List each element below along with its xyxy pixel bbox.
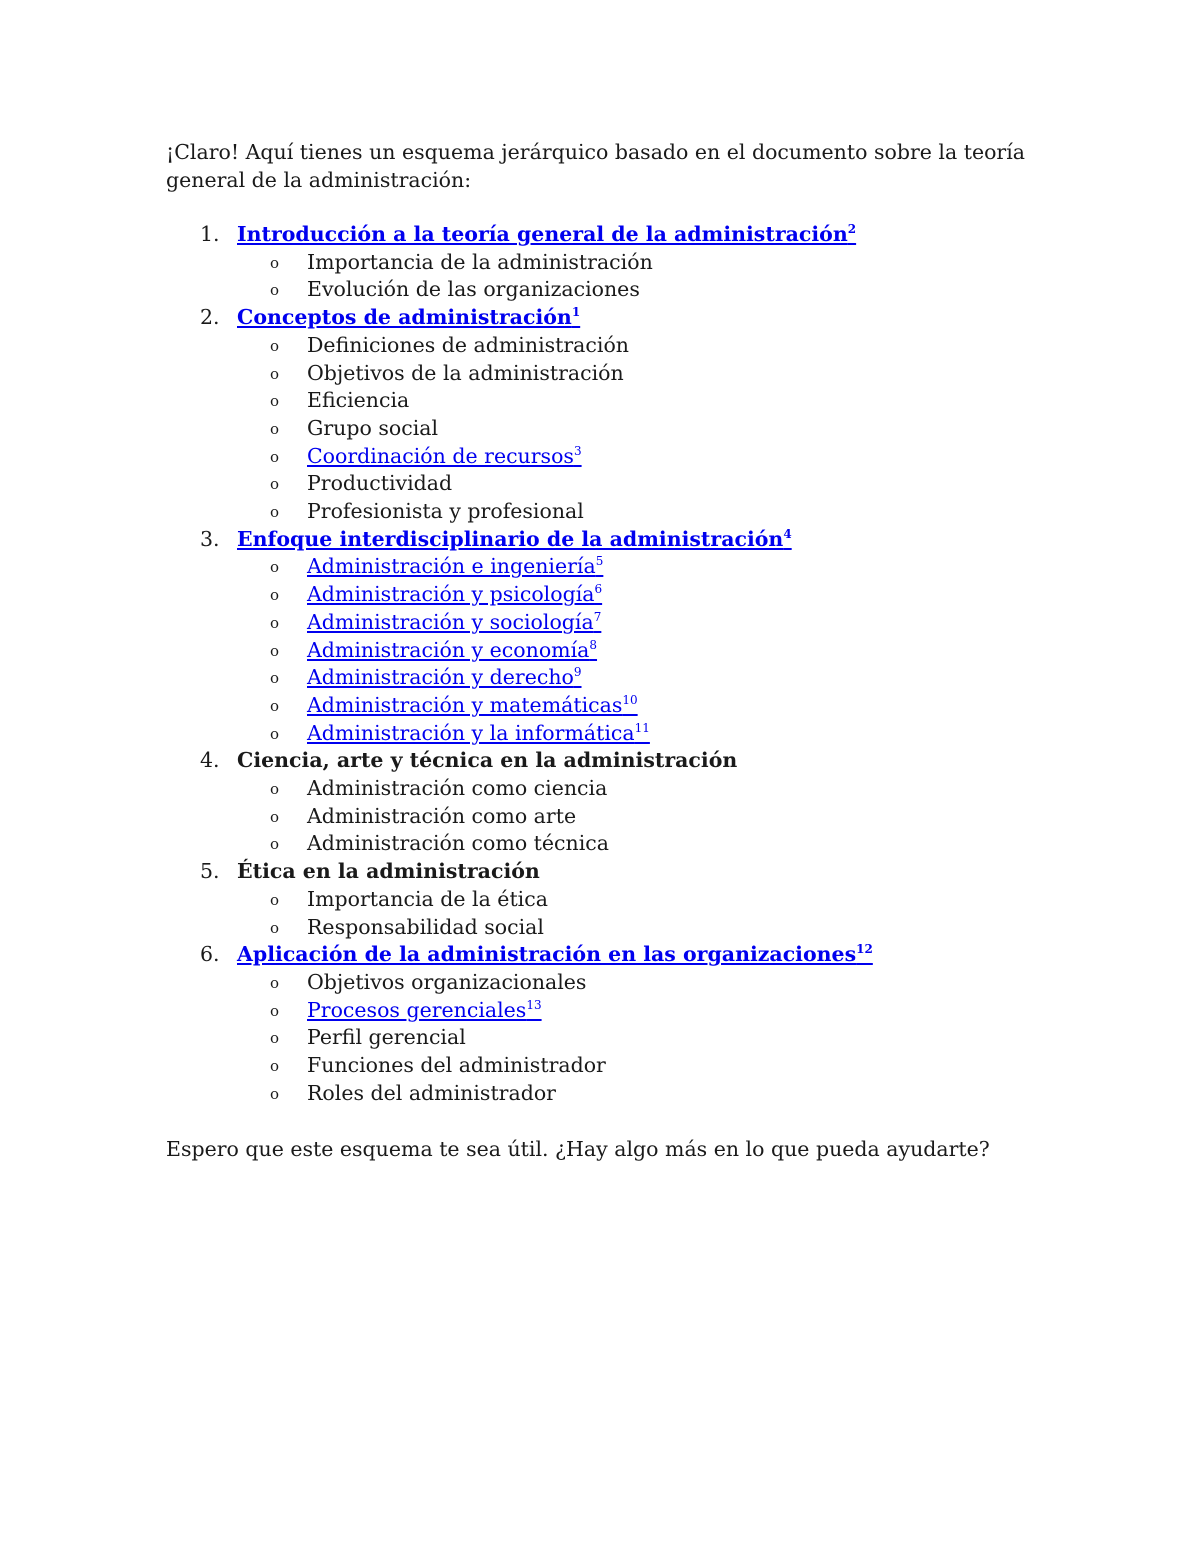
hollow-bullet-icon: o — [270, 1084, 280, 1103]
section-title: Introducción a la teoría general de la administración — [237, 222, 848, 246]
section-heading — [237, 748, 737, 772]
sub-item-label: Responsabilidad social — [307, 914, 544, 939]
section-heading-link[interactable] — [237, 222, 856, 246]
citation-ref: 13 — [526, 997, 542, 1012]
list-item — [166, 1024, 1066, 1052]
sub-item-label: Productividad — [307, 471, 453, 496]
hollow-bullet-icon: o — [270, 336, 280, 355]
sub-item-label: Eficiencia — [307, 388, 410, 413]
hollow-bullet-icon: o — [270, 558, 280, 577]
sub-item-list — [237, 775, 1066, 858]
sub-item-link[interactable] — [307, 998, 542, 1022]
section-title: Enfoque interdisciplinario de la administración — [237, 526, 784, 551]
citation-ref: 9 — [573, 665, 582, 680]
section-heading-link[interactable] — [237, 942, 873, 966]
section-number: 4. — [200, 748, 220, 773]
citation-ref: 3 — [573, 443, 582, 458]
sub-item-label: Funciones del administrador — [307, 1053, 606, 1078]
hollow-bullet-icon: o — [270, 475, 280, 494]
sub-item-label: Grupo social — [307, 415, 439, 440]
section-number: 6. — [200, 942, 220, 967]
sub-item-label: Administración y derecho — [307, 665, 574, 690]
sub-item-text — [307, 776, 607, 800]
outline-section — [166, 858, 1066, 941]
section-title: Conceptos de administración — [237, 305, 572, 330]
hollow-bullet-icon: o — [270, 918, 280, 937]
sub-item-link[interactable] — [307, 554, 603, 578]
sub-item-label: Roles del administrador — [307, 1080, 556, 1105]
sub-item-text — [307, 499, 584, 523]
list-item — [166, 664, 1066, 692]
outline-section — [166, 304, 1066, 526]
sub-item-text — [307, 250, 653, 274]
sub-item-label: Administración como ciencia — [307, 776, 608, 801]
hollow-bullet-icon: o — [270, 1057, 280, 1076]
sub-item-link[interactable] — [307, 638, 597, 662]
hollow-bullet-icon: o — [270, 890, 280, 909]
list-item — [166, 581, 1066, 609]
list-item — [166, 886, 1066, 914]
hollow-bullet-icon: o — [270, 807, 280, 826]
hollow-bullet-icon: o — [270, 1029, 280, 1048]
hollow-bullet-icon: o — [270, 835, 280, 854]
sub-item-label: Importancia de la administración — [307, 249, 653, 274]
list-item — [166, 553, 1066, 581]
list-item — [166, 720, 1066, 748]
list-item — [166, 692, 1066, 720]
sub-item-label: Evolución de las organizaciones — [307, 277, 640, 302]
sub-item-link[interactable] — [307, 665, 582, 689]
outline-section — [166, 941, 1066, 1107]
section-number: 5. — [200, 859, 220, 884]
list-item — [166, 498, 1066, 526]
sub-item-text — [307, 915, 544, 939]
list-item — [166, 470, 1066, 498]
closing-paragraph: Espero que este esquema te sea útil. ¿Hay algo más en lo que pueda ayudarte? — [166, 1137, 990, 1161]
citation-ref: 7 — [593, 609, 602, 624]
hollow-bullet-icon: o — [270, 392, 280, 411]
hollow-bullet-icon: o — [270, 364, 280, 383]
section-title: Ciencia, arte y técnica en la administración — [237, 748, 738, 773]
sub-item-label: Administración como técnica — [307, 831, 609, 856]
sub-item-label: Administración y economía — [307, 637, 590, 662]
list-item — [166, 415, 1066, 443]
hollow-bullet-icon: o — [270, 281, 280, 300]
sub-item-label: Perfil gerencial — [307, 1025, 466, 1050]
citation-ref: 1 — [571, 305, 581, 320]
section-title: Ética en la administración — [237, 859, 540, 884]
hollow-bullet-icon: o — [270, 586, 280, 605]
section-number: 1. — [200, 222, 220, 246]
list-item — [166, 1080, 1066, 1108]
hollow-bullet-icon: o — [270, 780, 280, 799]
sub-item-text — [307, 1025, 466, 1049]
hollow-bullet-icon: o — [270, 641, 280, 660]
sub-item-text — [307, 333, 629, 357]
outline-section — [166, 526, 1066, 748]
hollow-bullet-icon: o — [270, 503, 280, 522]
sub-item-label: Objetivos organizacionales — [307, 969, 587, 994]
sub-item-text — [307, 361, 624, 385]
sub-item-list — [237, 886, 1066, 941]
list-item — [166, 914, 1066, 942]
list-item — [166, 360, 1066, 388]
section-number: 2. — [200, 305, 220, 330]
list-item — [166, 387, 1066, 415]
sub-item-text — [307, 804, 576, 828]
citation-ref: 5 — [595, 554, 604, 569]
section-heading-link[interactable] — [237, 527, 792, 551]
list-item — [166, 997, 1066, 1025]
sub-item-text — [307, 831, 609, 855]
hollow-bullet-icon: o — [270, 447, 280, 466]
list-item — [166, 775, 1066, 803]
list-item — [166, 830, 1066, 858]
hollow-bullet-icon: o — [270, 253, 280, 272]
citation-ref: 10 — [622, 692, 638, 707]
list-item — [166, 609, 1066, 637]
sub-item-text — [307, 277, 640, 301]
citation-ref: 2 — [847, 222, 857, 236]
sub-item-label: Importancia de la ética — [307, 886, 548, 911]
citation-ref: 6 — [594, 582, 603, 597]
sub-item-link[interactable] — [307, 693, 638, 717]
sub-item-list — [237, 249, 1066, 304]
sub-item-text — [307, 416, 438, 440]
hollow-bullet-icon: o — [270, 419, 280, 438]
sub-item-label: Administración como arte — [307, 803, 577, 828]
sub-item-link[interactable] — [307, 610, 601, 634]
section-title: Aplicación de la administración en las organizaciones — [237, 942, 857, 967]
sub-item-label: Administración y psicología — [307, 582, 595, 607]
sub-item-link[interactable] — [307, 721, 650, 745]
sub-item-text — [307, 1053, 606, 1077]
section-heading-link[interactable] — [237, 305, 580, 329]
sub-item-text — [307, 388, 409, 412]
sub-item-list — [237, 969, 1066, 1108]
sub-item-text — [307, 471, 452, 495]
sub-item-label: Coordinación de recursos — [307, 443, 574, 468]
sub-item-label: Administración y matemáticas — [307, 692, 623, 717]
citation-ref: 4 — [783, 526, 792, 541]
hollow-bullet-icon: o — [270, 669, 280, 688]
sub-item-text — [307, 970, 586, 994]
sub-item-label: Administración y sociología — [307, 609, 594, 634]
list-item — [166, 249, 1066, 277]
list-item — [166, 1052, 1066, 1080]
sub-item-label: Administración e ingeniería — [307, 554, 596, 579]
list-item — [166, 443, 1066, 471]
citation-ref: 8 — [589, 637, 598, 652]
sub-item-link[interactable] — [307, 582, 602, 606]
sub-item-link[interactable] — [307, 444, 582, 468]
sub-item-label: Procesos gerenciales — [307, 997, 527, 1022]
outline-section — [166, 747, 1066, 858]
list-item — [166, 332, 1066, 360]
hollow-bullet-icon: o — [270, 696, 280, 715]
sub-item-text — [307, 887, 548, 911]
sub-item-list — [237, 332, 1066, 526]
sub-item-label: Objetivos de la administración — [307, 360, 624, 385]
sub-item-label: Definiciones de administración — [307, 332, 629, 357]
hollow-bullet-icon: o — [270, 724, 280, 743]
section-heading — [237, 859, 540, 883]
outline-section — [166, 221, 1066, 304]
sub-item-list — [237, 553, 1066, 747]
sub-item-label: Profesionista y profesional — [307, 499, 584, 524]
outline-list — [166, 221, 1066, 1108]
hollow-bullet-icon: o — [270, 613, 280, 632]
list-item — [166, 803, 1066, 831]
hollow-bullet-icon: o — [270, 1001, 280, 1020]
section-number: 3. — [200, 526, 220, 551]
citation-ref: 12 — [856, 942, 873, 957]
intro-paragraph: ¡Claro! Aquí tienes un esquema jerárquico basado en el documento sobre la teoría general de la administración: — [166, 140, 1025, 192]
list-item — [166, 637, 1066, 665]
citation-ref: 11 — [634, 720, 650, 735]
hollow-bullet-icon: o — [270, 973, 280, 992]
list-item — [166, 969, 1066, 997]
list-item — [166, 276, 1066, 304]
sub-item-text — [307, 1081, 556, 1105]
sub-item-label: Administración y la informática — [307, 720, 635, 745]
